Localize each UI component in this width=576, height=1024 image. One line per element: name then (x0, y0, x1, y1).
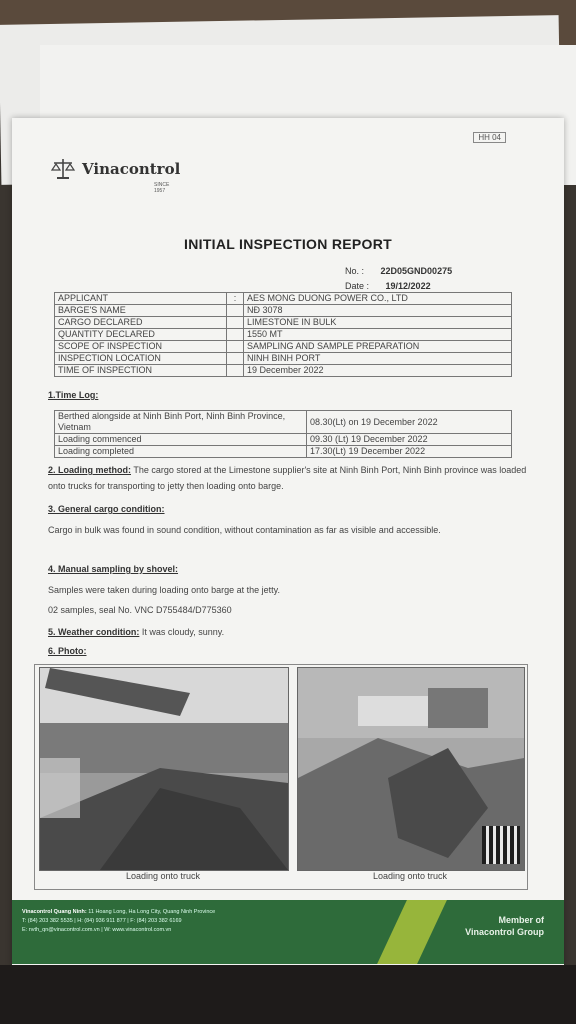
report-number: No. : 22D05GND00275 (345, 266, 453, 276)
detail-label: SCOPE OF INSPECTION (55, 341, 227, 353)
table-row (55, 353, 512, 365)
detail-label: QUANTITY DECLARED (55, 329, 227, 341)
detail-label: BARGE'S NAME (55, 305, 227, 317)
qr-code (482, 826, 520, 864)
footer-web: E: nvth_qn@vinacontrol.com.vn | W: www.vinacontrol.com.vn (22, 927, 172, 933)
footer-stripe (377, 900, 447, 964)
log-time: 09.30 (Lt) 19 December 2022 (307, 434, 512, 446)
colon (227, 317, 244, 329)
detail-value: 19 December 2022 (244, 365, 512, 377)
loading-method-text: The cargo stored at the Limestone supplier's site at Ninh Binh Port, Ninh Binh province was loaded onto trucks for transporting to jetty then loading onto barge. (48, 465, 527, 491)
detail-value: LIMESTONE IN BULK (244, 317, 512, 329)
report-number-value: 22D05GND00275 (380, 266, 453, 276)
photo-loading-1 (39, 667, 289, 871)
footer-address: 11 Hoang Long, Ha Long City, Quang Ninh Province (88, 909, 216, 915)
log-event: Berthed alongside at Ninh Binh Port, Ninh Binh Province, Vietnam (55, 411, 307, 434)
cargo-condition-text: Cargo in bulk was found in sound condition, without contamination as far as visible and accessible. (48, 525, 441, 535)
table-row (55, 317, 512, 329)
time-log-heading: 1.Time Log: (48, 390, 99, 400)
footer-phones: T: (84) 203 382 5535 | H: (84) 936 911 877 | F: (84) 203 382 6169 (22, 918, 182, 924)
detail-value: SAMPLING AND SAMPLE PREPARATION (244, 341, 512, 353)
member-line-1: Member of (498, 915, 544, 925)
detail-value: AES MONG DUONG POWER CO., LTD (244, 293, 512, 305)
table-row (55, 446, 512, 458)
weather-section (48, 624, 528, 640)
table-row (55, 305, 512, 317)
desk-bottom (0, 965, 576, 1024)
detail-label: INSPECTION LOCATION (55, 353, 227, 365)
sampling-line-1: Samples were taken during loading onto barge at the jetty. (48, 585, 280, 595)
photo-panel (34, 664, 528, 890)
table-row (55, 293, 512, 305)
log-event: Loading completed (55, 446, 307, 458)
colon: : (227, 293, 244, 305)
colon (227, 329, 244, 341)
photo-loading-2 (297, 667, 525, 871)
time-log-table (54, 410, 512, 458)
scale-icon (50, 156, 76, 182)
company-logo (50, 156, 181, 194)
cargo-condition-heading: 3. General cargo condition: (48, 504, 165, 514)
loading-method-heading: 2. Loading method: (48, 465, 131, 475)
footer-member (465, 914, 544, 938)
footer-company: Vinacontrol Quang Ninh: (22, 909, 87, 915)
table-row (55, 434, 512, 446)
weather-text: It was cloudy, sunny. (141, 627, 225, 637)
table-row (55, 365, 512, 377)
weather-heading: 5. Weather condition: (48, 627, 140, 637)
report-page (12, 118, 564, 968)
detail-value: NINH BINH PORT (244, 353, 512, 365)
detail-value: NĐ 3078 (244, 305, 512, 317)
colon (227, 353, 244, 365)
report-date: Date : 19/12/2022 (345, 281, 431, 291)
colon (227, 305, 244, 317)
details-table (54, 292, 512, 377)
footer-contact (22, 908, 215, 935)
brand-since: SINCE 1957 (154, 182, 170, 194)
sampling-line-2: 02 samples, seal No. VNC D755484/D775360 (48, 605, 232, 615)
sampling-heading: 4. Manual sampling by shovel: (48, 564, 179, 574)
detail-value: 1550 MT (244, 329, 512, 341)
loading-method-section (48, 462, 528, 494)
photo-caption-2: Loading onto truck (372, 871, 448, 881)
log-time: 08.30(Lt) on 19 December 2022 (307, 411, 512, 434)
table-row (55, 341, 512, 353)
report-number-label: No. (345, 266, 360, 276)
colon (227, 365, 244, 377)
table-row (55, 411, 512, 434)
detail-label: APPLICANT (55, 293, 227, 305)
report-date-label: Date (345, 281, 365, 291)
log-time: 17.30(Lt) 19 December 2022 (307, 446, 512, 458)
detail-label: CARGO DECLARED (55, 317, 227, 329)
report-title: INITIAL INSPECTION REPORT (184, 236, 392, 252)
photo-caption-1: Loading onto truck (125, 871, 201, 881)
form-code: HH 04 (473, 132, 506, 143)
footer-banner (12, 900, 564, 964)
colon (227, 341, 244, 353)
photo-heading: 6. Photo: (48, 646, 87, 656)
detail-label: TIME OF INSPECTION (55, 365, 227, 377)
report-date-value: 19/12/2022 (385, 281, 431, 291)
brand-name: Vinacontrol (82, 160, 181, 178)
table-row (55, 329, 512, 341)
member-line-2: Vinacontrol Group (465, 927, 544, 937)
log-event: Loading commenced (55, 434, 307, 446)
